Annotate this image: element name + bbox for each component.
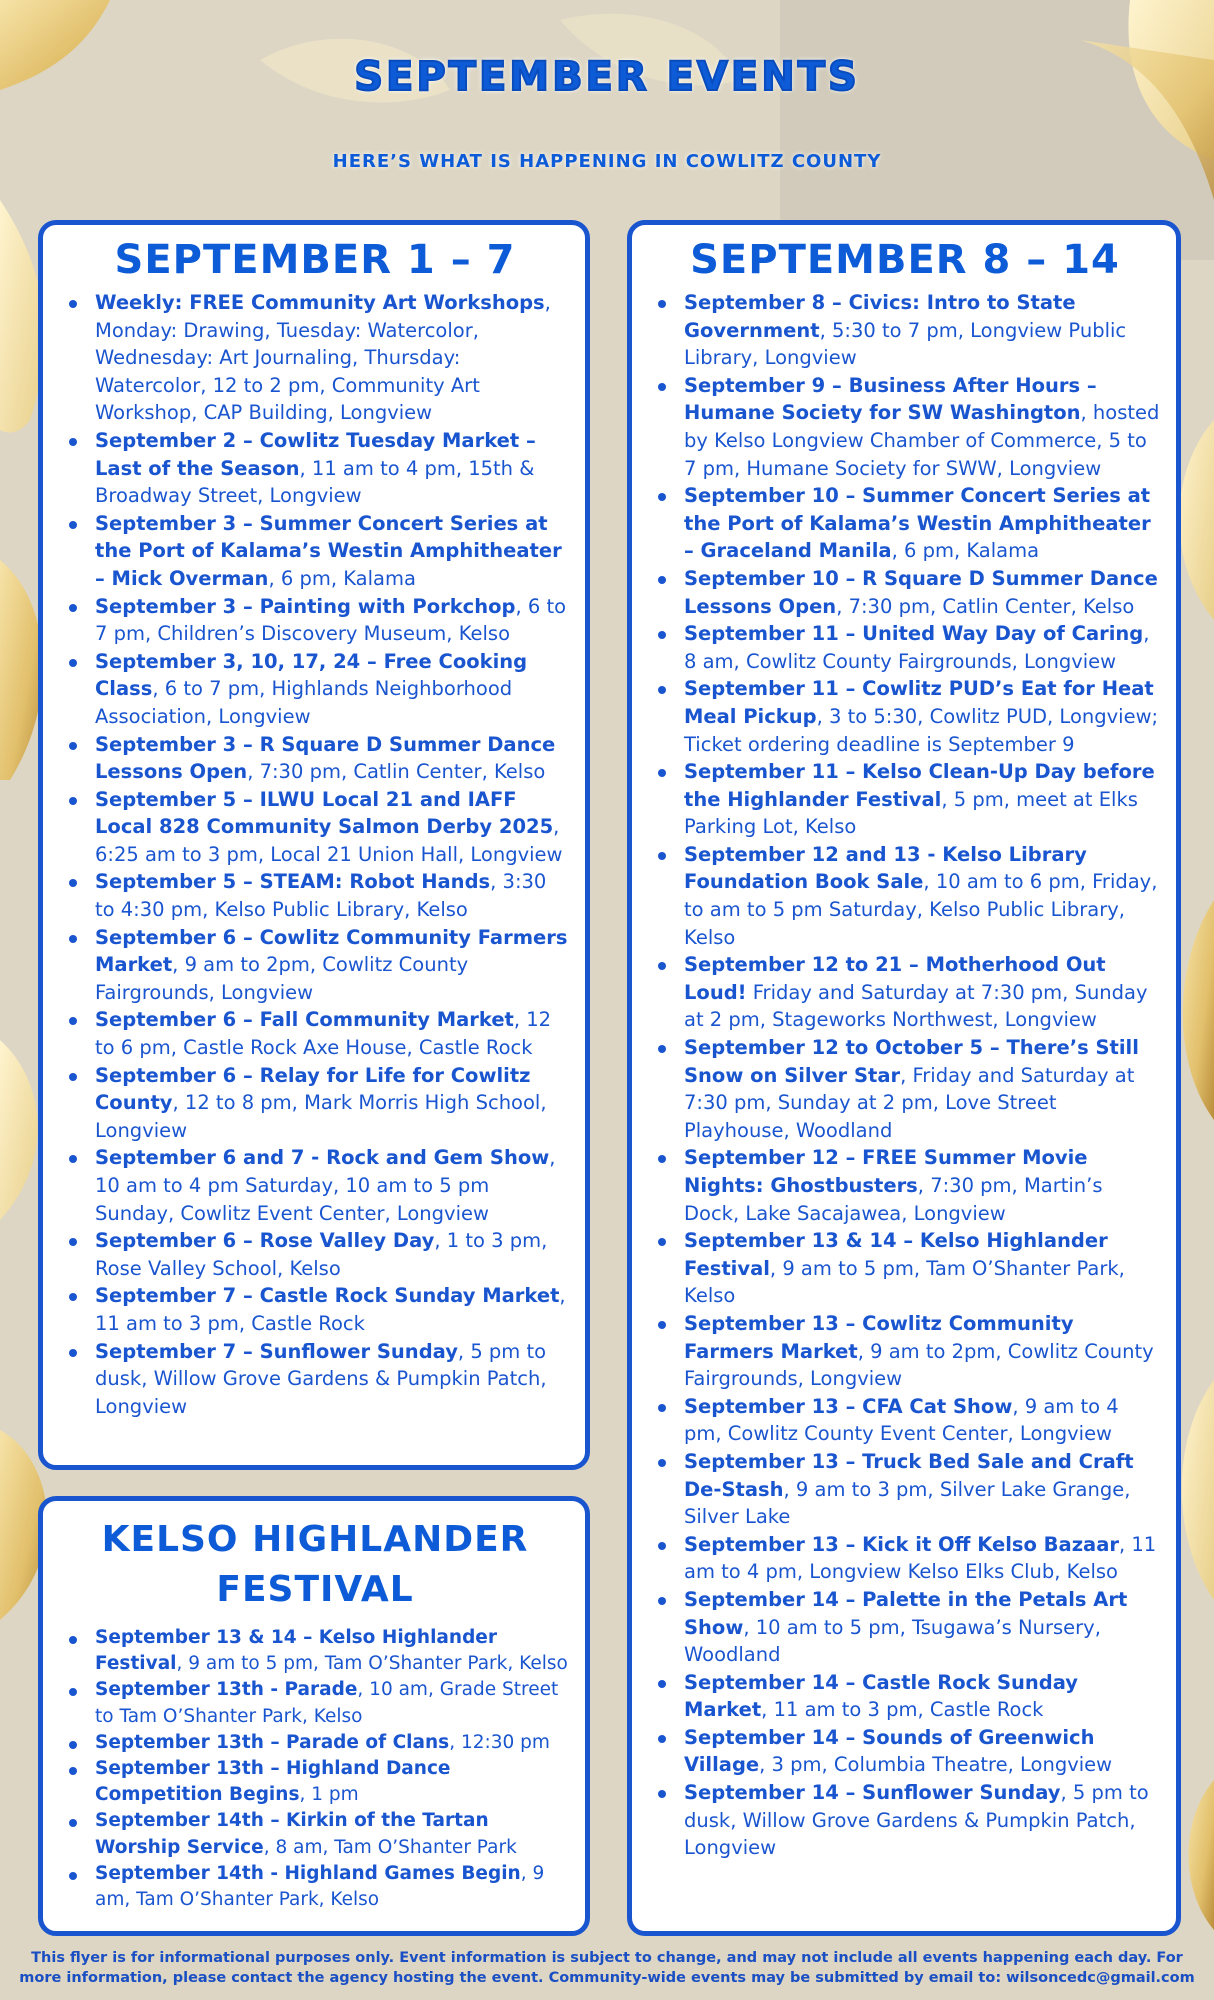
event-details: , 5 pm, meet at Elks Parking Lot, Kelso: [684, 787, 1138, 839]
event-title: September 13 & 14 – Kelso Highlander Festival: [95, 1627, 497, 1675]
event-title: September 10 – R Square D Summer Dance Lessons Open: [684, 566, 1158, 618]
event-list-item: [648, 482, 1162, 565]
event-title: September 6 – Cowlitz Community Farmers Market: [95, 925, 568, 977]
event-list-item: [648, 841, 1162, 951]
event-details: , 12 to 8 pm, Mark Morris High School, Longview: [95, 1091, 547, 1142]
event-title: September 10 – Summer Concert Series at the Port of Kalama’s Westin Amphitheater – Graceland Manila: [684, 484, 1151, 563]
event-title: September 14 – Sunflower Sunday: [684, 1781, 1061, 1805]
event-details: , 1 to 3 pm, Rose Valley School, Kelso: [95, 1229, 548, 1280]
event-list-item: [648, 1531, 1162, 1586]
event-details: , 9 am to 5 pm, Tam O’Shanter Park, Kelso: [176, 1653, 568, 1675]
event-title: September 6 – Rose Valley Day: [95, 1229, 435, 1253]
event-list-item: [59, 1808, 571, 1860]
event-list-item: [648, 758, 1162, 841]
week1-event-list: [59, 289, 571, 1420]
event-details: , 11 am to 4 pm, 15th & Broadway Street, Longview: [95, 456, 535, 508]
event-list-item: [59, 1861, 571, 1913]
event-details: , 10 am, Grade Street to Tam O’Shanter Park, Kelso: [95, 1679, 559, 1727]
event-details: , 9 am to 5 pm, Tam O’Shanter Park, Kelso: [684, 1256, 1125, 1308]
event-list-item: [59, 786, 571, 869]
event-list-item: [648, 565, 1162, 620]
event-list-item: [648, 1393, 1162, 1448]
event-details: , 10 am to 4 pm Saturday, 10 am to 5 pm Sunday, Cowlitz Event Center, Longview: [95, 1146, 556, 1225]
event-details: , 3:30 to 4:30 pm, Kelso Public Library, Kelso: [95, 870, 547, 922]
event-list-item: [648, 1144, 1162, 1227]
week2-event-list: [648, 289, 1162, 1862]
event-title: September 6 – Relay for Life for Cowlitz County: [95, 1063, 531, 1115]
event-title: September 6 – Fall Community Market: [95, 1008, 514, 1032]
event-list-item: [59, 510, 571, 593]
festival-heading: KELSO HIGHLANDER FESTIVAL: [101, 1519, 529, 1610]
event-list-item: [59, 1006, 571, 1061]
event-list-item: [59, 1062, 571, 1145]
event-title: September 14 – Palette in the Petals Art Show: [684, 1587, 1128, 1639]
event-details: , 11 am to 4 pm, Longview Kelso Elks Club, Kelso: [684, 1532, 1157, 1584]
event-details: , 12:30 pm: [449, 1731, 550, 1753]
event-details: , 9 am to 3 pm, Silver Lake Grange, Silver Lake: [684, 1477, 1131, 1529]
event-title: September 12 – FREE Summer Movie Nights: Ghostbusters: [684, 1146, 1088, 1197]
disclaimer-footer: This flyer is for informational purposes only. Event information is subject to change, and may not include all events happening each day. For more information, please contact the agency hosting the event. Community-wide events may be submitted by email to: wilsoncedc@gmail.com: [19, 1950, 1195, 1986]
event-title: September 14 – Sounds of Greenwich Village: [684, 1725, 1095, 1777]
event-details: , 7:30 pm, Catlin Center, Kelso: [247, 760, 546, 784]
event-list-item: [59, 1756, 571, 1808]
event-title: September 13 – Cowlitz Community Farmers Market: [684, 1311, 1074, 1363]
festival-event-list: [59, 1625, 571, 1913]
event-title: September 13th - Parade: [95, 1679, 358, 1701]
festival-panel: [38, 1496, 590, 1936]
event-details: , 5 pm to dusk, Willow Grove Gardens & Pumpkin Patch, Longview: [684, 1781, 1149, 1860]
event-title: Weekly: FREE Community Art Workshops: [95, 291, 545, 314]
event-details: , 10 am to 5 pm, Tsugawa’s Nursery, Woodland: [684, 1615, 1101, 1667]
event-list-item: [648, 620, 1162, 675]
event-details: , 9 am, Tam O’Shanter Park, Kelso: [95, 1862, 545, 1911]
event-title: September 6 and 7 - Rock and Gem Show: [95, 1146, 550, 1170]
event-title: September 12 to 21 – Motherhood Out Loud!: [684, 953, 1106, 1004]
event-title: September 3 – Painting with Porkchop: [95, 594, 516, 618]
event-details: , hosted by Kelso Longview Chamber of Commerce, 5 to 7 pm, Humane Society for SWW, Longview: [684, 401, 1160, 480]
event-list-item: [648, 1310, 1162, 1393]
event-details: , 7:30 pm, Martin’s Dock, Lake Sacajawea, Longview: [684, 1174, 1103, 1225]
event-details: , 11 am to 3 pm, Castle Rock: [761, 1698, 1044, 1722]
event-details: , 1 pm: [299, 1784, 359, 1806]
week1-panel: [38, 220, 590, 1470]
event-list-item: [59, 1227, 571, 1282]
event-details: , 7:30 pm, Catlin Center, Kelso: [836, 594, 1135, 618]
event-details: , 12 to 6 pm, Castle Rock Axe House, Castle Rock: [95, 1008, 552, 1060]
event-list-item: [648, 1724, 1162, 1779]
event-details: , 9 am to 2pm, Cowlitz County Fairgrounds, Longview: [95, 953, 469, 1004]
event-title: September 2 – Cowlitz Tuesday Market – Last of the Season: [95, 428, 536, 480]
event-list-item: [59, 731, 571, 786]
event-title: September 5 – ILWU Local 21 and IAFF Local 828 Community Salmon Derby 2025: [95, 787, 554, 839]
event-title: September 9 – Business After Hours – Humane Society for SW Washington: [684, 373, 1097, 425]
event-list-item: [59, 1338, 571, 1421]
event-list-item: [59, 868, 571, 923]
event-list-item: [648, 1779, 1162, 1862]
event-list-item: [648, 951, 1162, 1034]
event-details: , 5:30 to 7 pm, Longview Public Library, Longview: [684, 318, 1127, 370]
event-details: , 6 to 7 pm, Children’s Discovery Museum, Kelso: [95, 594, 567, 646]
event-title: September 3, 10, 17, 24 – Free Cooking Class: [95, 649, 528, 701]
page-title: SEPTEMBER EVENTS: [354, 54, 860, 100]
event-details: Friday and Saturday at 7:30 pm, Sunday at 2 pm, Stageworks Northwest, Longview: [684, 980, 1148, 1032]
event-list-item: [648, 1669, 1162, 1724]
event-details: , 6:25 am to 3 pm, Local 21 Union Hall, Longview: [95, 815, 563, 866]
event-title: September 13 – Kick it Off Kelso Bazaar: [684, 1532, 1119, 1556]
event-list-item: [59, 427, 571, 510]
event-list-item: [59, 924, 571, 1007]
week2-panel: [627, 220, 1181, 1936]
event-title: September 5 – STEAM: Robot Hands: [95, 870, 491, 894]
event-details: , 8 am, Tam O’Shanter Park: [263, 1836, 517, 1858]
event-title: September 13 & 14 – Kelso Highlander Festival: [684, 1229, 1108, 1280]
event-list-item: [648, 675, 1162, 758]
event-title: September 14 – Castle Rock Sunday Market: [684, 1670, 1079, 1722]
event-details: , 5 pm to dusk, Willow Grove Gardens & Pumpkin Patch, Longview: [95, 1339, 547, 1418]
event-title: September 8 – Civics: Intro to State Government: [684, 291, 1076, 342]
event-details: , 9 am to 2pm, Cowlitz County Fairgrounds, Longview: [684, 1339, 1154, 1391]
event-list-item: [59, 648, 571, 731]
event-list-item: [648, 1034, 1162, 1144]
event-details: , 10 am to 6 pm, Friday, to am to 5 pm Saturday, Kelso Public Library, Kelso: [684, 870, 1158, 949]
event-list-item: [648, 1586, 1162, 1669]
event-details: , Monday: Drawing, Tuesday: Watercolor, Wednesday: Art Journaling, Thursday: Watercolor, 12 to 2 pm, Community Art Workshop, CAP Building, Longview: [95, 291, 551, 425]
event-title: September 14th - Highland Games Begin: [95, 1862, 521, 1884]
event-details: , 8 am, Cowlitz County Fairgrounds, Longview: [684, 622, 1150, 673]
event-title: September 11 – United Way Day of Caring: [684, 622, 1144, 646]
event-list-item: [59, 1730, 571, 1756]
event-list-item: [648, 289, 1162, 372]
event-list-item: [59, 1677, 571, 1729]
event-details: , Friday and Saturday at 7:30 pm, Sunday at 2 pm, Love Street Playhouse, Woodland: [684, 1063, 1135, 1142]
event-list-item: [59, 1625, 571, 1677]
week1-heading: SEPTEMBER 1 – 7: [114, 237, 516, 283]
page-subtitle: HERE’S WHAT IS HAPPENING IN COWLITZ COUNTY: [332, 151, 882, 172]
event-title: September 11 – Cowlitz PUD’s Eat for Heat Meal Pickup: [684, 677, 1154, 728]
event-details: , 3 pm, Columbia Theatre, Longview: [759, 1753, 1113, 1777]
event-title: September 7 – Castle Rock Sunday Market: [95, 1284, 560, 1308]
event-title: September 12 and 13 - Kelso Library Foundation Book Sale: [684, 842, 1087, 894]
page-header: [0, 22, 1214, 186]
event-list-item: [648, 372, 1162, 482]
event-details: , 3 to 5:30, Cowlitz PUD, Longview; Ticket ordering deadline is September 9: [684, 704, 1159, 756]
event-title: September 11 – Kelso Clean-Up Day before the Highlander Festival: [684, 760, 1155, 811]
event-list-item: [59, 1282, 571, 1337]
event-details: , 9 am to 4 pm, Cowlitz County Event Center, Longview: [684, 1394, 1119, 1446]
event-list-item: [648, 1227, 1162, 1310]
event-title: September 3 – Summer Concert Series at the Port of Kalama’s Westin Amphitheater – Mick Overman: [95, 511, 562, 590]
event-list-item: [59, 289, 571, 427]
event-details: , 6 to 7 pm, Highlands Neighborhood Association, Longview: [95, 677, 513, 728]
event-title: September 12 to October 5 – There’s Still Snow on Silver Star: [684, 1036, 1139, 1087]
event-details: , 11 am to 3 pm, Castle Rock: [95, 1284, 566, 1335]
event-details: , 6 pm, Kalama: [891, 539, 1040, 563]
event-title: September 7 – Sunflower Sunday: [95, 1339, 458, 1363]
event-list-item: [648, 1448, 1162, 1531]
week2-heading: SEPTEMBER 8 – 14: [690, 237, 1120, 283]
event-title: September 13th – Parade of Clans: [95, 1731, 450, 1753]
event-title: September 3 – R Square D Summer Dance Lessons Open: [95, 732, 556, 784]
event-list-item: [59, 1144, 571, 1227]
event-title: September 13th – Highland Dance Competition Begins: [95, 1758, 451, 1806]
event-title: September 14th – Kirkin of the Tartan Worship Service: [95, 1810, 489, 1858]
event-list-item: [59, 593, 571, 648]
event-details: , 6 pm, Kalama: [268, 566, 416, 590]
event-title: September 13 – Truck Bed Sale and Craft De-Stash: [684, 1449, 1134, 1501]
event-title: September 13 – CFA Cat Show: [684, 1394, 1013, 1418]
